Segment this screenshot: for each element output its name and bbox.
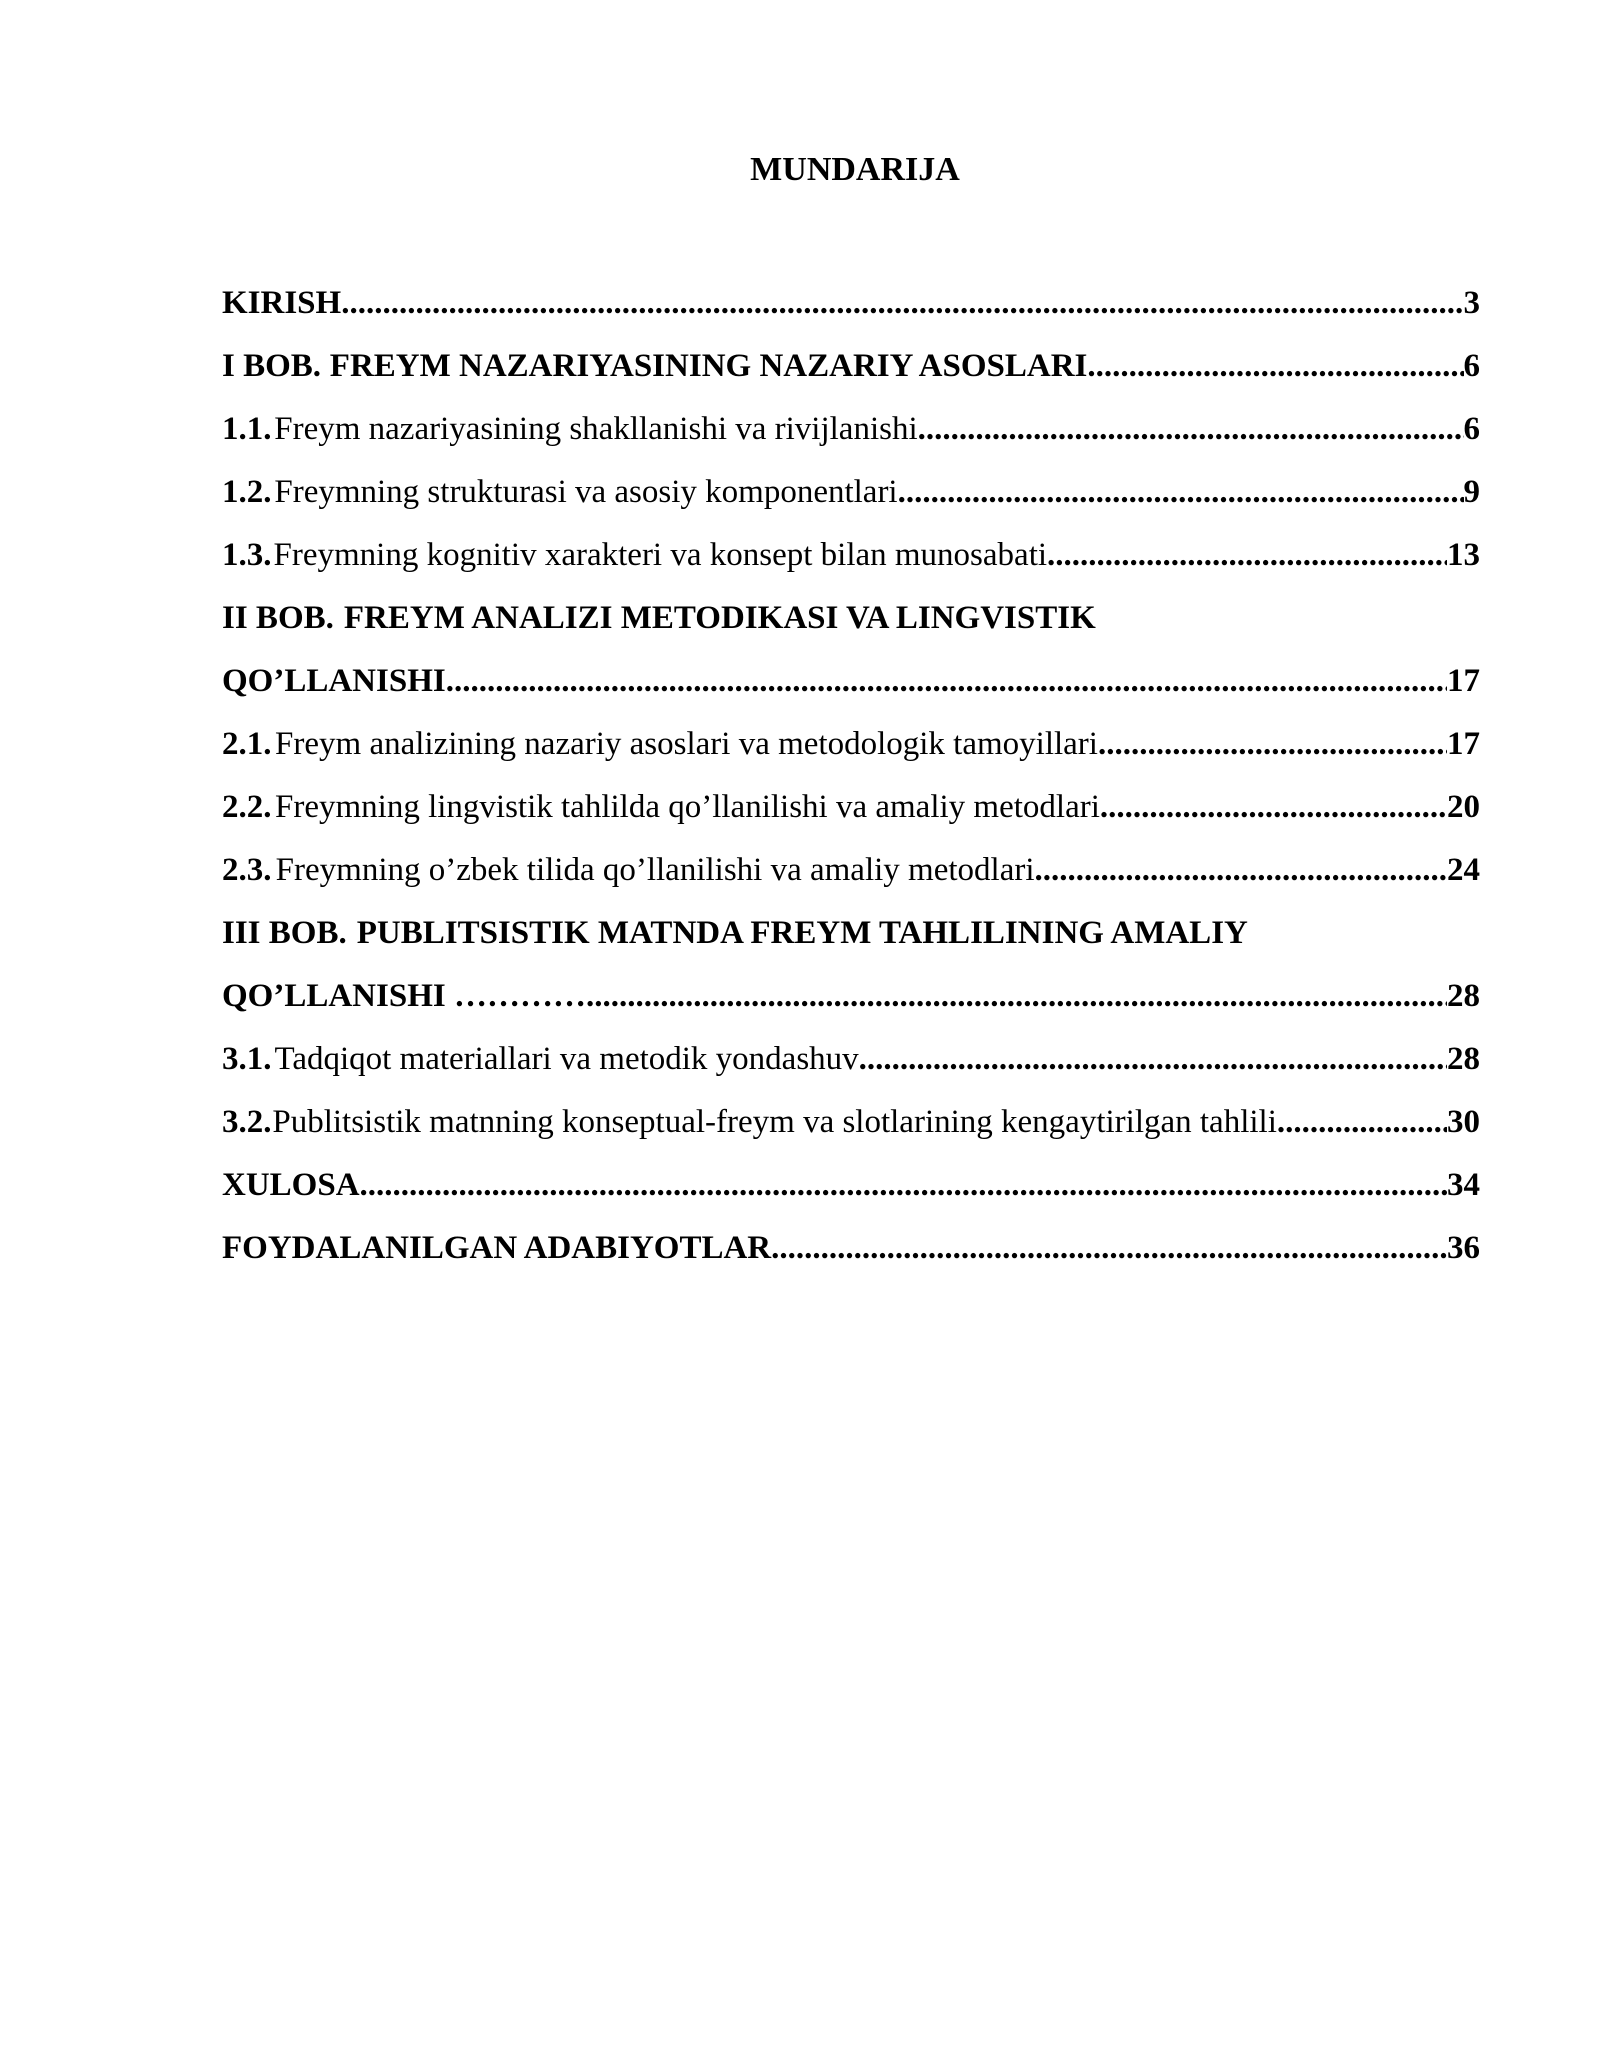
toc-entry-adabiyotlar[interactable] [222,1217,1480,1280]
dot-leader [360,1154,1447,1217]
toc-entry-chapter-2[interactable] [222,587,1480,650]
toc-page-number: 3 [1463,285,1480,321]
page-title: MUNDARIJA [750,151,960,188]
toc-entry-text: Tadqiqot materiallari va metodik yondashuv [274,1041,859,1077]
toc-chapter-number: I BOB. [222,348,322,384]
toc-entry-text-continued: QO’LLANISHI [222,663,446,699]
toc-section-number: 1.3. [222,537,272,573]
table-of-contents [222,272,1480,1280]
toc-section-number: 3.2. [222,1104,272,1140]
toc-section-number: 1.2. [222,474,272,510]
toc-section-number: 2.3. [222,852,272,888]
toc-entry-text: FOYDALANILGAN ADABIYOTLAR [222,1230,772,1266]
dot-leader [1277,1091,1447,1154]
dot-leader [1100,776,1447,839]
toc-entry-text: Freym analizining nazariy asoslari va metodologik tamoyillari [275,726,1098,762]
dot-leader [1047,524,1447,587]
toc-entry-text: KIRISH [222,285,342,321]
toc-section-number: 2.1. [222,726,272,762]
dot-leader [859,1028,1447,1091]
dot-leader [771,1217,1447,1280]
dot-leader [341,272,1463,335]
toc-page-number: 9 [1463,474,1480,510]
toc-entry-text: XULOSA [222,1167,360,1203]
toc-entry-section-2-1[interactable] [222,713,1480,776]
toc-page-number: 24 [1447,852,1480,888]
toc-entry-section-2-3[interactable] [222,839,1480,902]
toc-section-number: 3.1. [222,1041,272,1077]
dot-leader [898,461,1464,524]
toc-chapter-number: III BOB. [222,915,347,951]
toc-page-number: 30 [1447,1104,1480,1140]
toc-entry-section-1-3[interactable] [222,524,1480,587]
toc-entry-section-3-2[interactable] [222,1091,1480,1154]
toc-page-number: 17 [1447,726,1480,762]
toc-entry-text-continued: QO’LLANISHI ………… [222,978,586,1014]
toc-page-number: 28 [1447,978,1480,1014]
toc-entry-chapter-1[interactable] [222,335,1480,398]
toc-entry-section-3-1[interactable] [222,1028,1480,1091]
toc-section-number: 2.2. [222,789,272,825]
dot-leader [918,398,1464,461]
toc-entry-section-1-2[interactable] [222,461,1480,524]
toc-page-number: 20 [1447,789,1480,825]
toc-entry-text: Freymning kognitiv xarakteri va konsept bilan munosabati [273,537,1048,573]
toc-entry-kirish[interactable] [222,272,1480,335]
toc-entry-chapter-3-continued[interactable] [222,965,1480,1028]
dot-leader [1087,335,1463,398]
toc-entry-xulosa[interactable] [222,1154,1480,1217]
toc-entry-text: FREYM ANALIZI METODIKASI VA LINGVISTIK [343,600,1096,636]
toc-page-number: 6 [1463,348,1480,384]
toc-entry-text: FREYM NAZARIYASINING NAZARIY ASOSLARI [329,348,1088,384]
dot-leader [1035,839,1448,902]
toc-page-number: 34 [1447,1167,1480,1203]
dot-leader [586,965,1447,1028]
toc-page-number: 28 [1447,1041,1480,1077]
toc-entry-text: Freymning lingvistik tahlilda qo’llanilishi va amaliy metodlari [275,789,1100,825]
toc-entry-section-1-1[interactable] [222,398,1480,461]
dot-leader [446,650,1447,713]
toc-chapter-number: II BOB. [222,600,334,636]
toc-entry-chapter-2-continued[interactable] [222,650,1480,713]
toc-page-number: 6 [1463,411,1480,447]
toc-entry-text: PUBLITSISTIK MATNDA FREYM TAHLILINING AMALIY [356,915,1248,951]
toc-entry-text: Publitsistik matnning konseptual-freym va slotlarining kengaytirilgan tahlili [272,1104,1277,1140]
toc-entry-text: Freymning o’zbek tilida qo’llanilishi va amaliy metodlari [275,852,1035,888]
toc-page-number: 17 [1447,663,1480,699]
toc-entry-text: Freym nazariyasining shakllanishi va rivijlanishi [274,411,918,447]
toc-section-number: 1.1. [222,411,272,447]
toc-entry-chapter-3[interactable] [222,902,1480,965]
toc-page-number: 13 [1447,537,1480,573]
toc-page-number: 36 [1447,1230,1480,1266]
toc-entry-text: Freymning strukturasi va asosiy komponentlari [274,474,898,510]
dot-leader [1098,713,1447,776]
toc-entry-section-2-2[interactable] [222,776,1480,839]
